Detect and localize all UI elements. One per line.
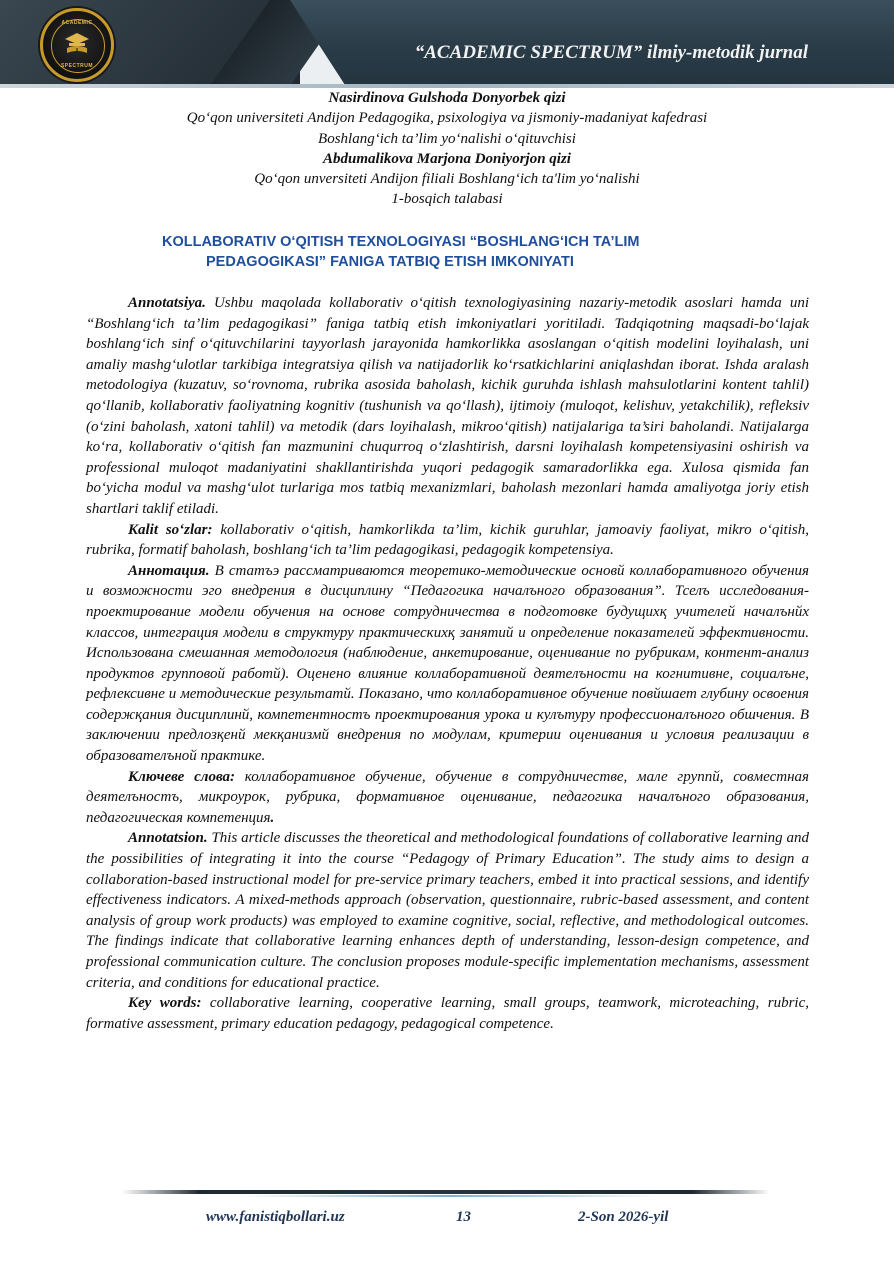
annotation-en-text: This article discusses the theoretical and methodological foundations of collaborative learning and the possibilities of integrating it into the course “Pedagogy of Primary Education”. The study aims to design a collaboration-based instructional model for pre-service primary teachers, embed it into practical sessions, and identify effectiveness indicators. A mixed-methods approach (observation, questionnaire, rubric-based assessment, and content analysis of group work products) was employed to examine cognitive, social, reflective, and methodological outcomes. The findings indicate that collaborative learning enhances depth of understanding, lesson-design competence, and professional communication culture. The conclusion proposes module-specific implementation mechanisms, assessment criteria, and conditions for educational practice.	[86, 830, 809, 991]
title-line-2: PEDAGOGIKASI” FANIGA TATBIQ ETISH IMKONIYATI	[206, 254, 574, 270]
footer-rule-highlight	[240, 1195, 660, 1197]
keywords-uz-text: kollaborativ o‘qitish, hamkorlikda ta’lim, kichik guruhlar, jamoaviy faoliyat, mikro o‘qitish, rubrika, formatif baholash, boshlang‘ich ta’lim pedagogikasi, pedagogik kompetensiya.	[86, 521, 809, 559]
title-line-1: KOLLABORATIV O‘QITISH TEXNOLOGIYASI “BOSHLANG‘ICH TA’LIM	[162, 234, 640, 250]
keywords-uz-label: Kalit so‘zlar:	[128, 521, 213, 538]
journal-logo	[40, 8, 114, 82]
annotation-ru-text: В статъэ рассматриваются теоретико-методические основй коллаборативного обучения и возможности эго внедрения в дисциплину “Педагогика началъного образования”. Тселъ исследования-проектирование модели обучения на основе сотрудничества в подготовке будущихқ учителей началънйх классов, интеграция модели в структуру практическихқ занятий и определение показателей эффективности. Использована смешанная методология (наблюдение, анкетирование, оценивание по рубрикам, контент-анализ продуктов групповой работй). Оценено влияние коллаборативной деятелъности на когнитивне, социалъне, рефлексивне и методические результатй. Показано, что коллаборативное обучение повйшает глубину освоения содержқания дисциплинй, компетентностъ проектирования урока и кулътуру профессионалъного обшчения. В заключении предлозқенй мекқанизмй внедрения по модулам, критерии оценивания и условия реализации в образователъной практике.	[86, 562, 809, 765]
logo-top-text: ACADEMIC	[61, 20, 93, 26]
annotation-en	[86, 828, 809, 993]
keywords-en	[86, 993, 809, 1034]
keywords-ru-text: коллаборативное обучение, обучение в сотрудничестве, мале группй, совместная деятелъностъ, микроурок, рубрика, формативное оценивание, педагогика началъного образования, педагогическая компетенция	[86, 768, 809, 826]
author-affiliation: Qo‘qon unversiteti Andijon filiali Boshlang‘ich ta'lim yo‘nalishi	[254, 171, 640, 188]
footer-website-link[interactable]: www.fanistiqbollari.uz	[206, 1209, 345, 1225]
keywords-ru-label: Ключеве слова:	[128, 768, 236, 785]
keywords-ru	[86, 767, 809, 829]
annotation-uz-label: Annotatsiya.	[128, 295, 206, 311]
keywords-en-label: Key words:	[128, 995, 202, 1012]
logo-bottom-text: SPECTRUM	[60, 63, 94, 69]
keywords-ru-period: .	[270, 809, 275, 826]
keywords-uz	[86, 520, 809, 561]
page-number: 13	[456, 1209, 471, 1225]
annotation-en-label: Annotatsion.	[128, 830, 208, 847]
annotation-ru	[86, 561, 809, 767]
academic-emblem-icon	[63, 31, 91, 57]
journal-header	[0, 0, 894, 84]
author-name: Nasirdinova Gulshoda Donyorbek qizi	[328, 90, 566, 106]
footer-rule	[122, 1190, 770, 1194]
author-name: Abdumalikova Marjona Doniyorjon qizi	[323, 150, 571, 167]
annotation-ru-label: Аннотация.	[128, 562, 210, 579]
annotation-uz	[86, 293, 809, 520]
authors-block	[0, 88, 894, 210]
annotation-uz-text: Ushbu maqolada kollaborativ o‘qitish texnologiyasining nazariy-metodik asoslari hamda uni “Boshlang‘ich ta’lim pedagogikasi” faniga tatbiq etish imkoniyatlari yoritiladi. Tadqiqotning maqsadi-bo‘lajak boshlang‘ich sinf o‘qituvchilarini tayyorlash jarayonida hamkorlikka asoslangan o‘qitish modelini loyihalash, uni amaliy mashg‘ulotlar tarkibiga integratsiya qilish va natijadorlik ko‘rsatkichlarini aniqlashdan iborat. Ishda aralash metodologiya (kuzatuv, so‘rovnoma, rubrika asosida baholash, kichik guruhda ishlash mahsulotlarini kontent tahlil) qo‘llanib, kollaborativ faoliyatning kognitiv (tushunish va qo‘llash), ijtimoiy (muloqot, kelishuv, yetakchilik), refleksiv (o‘zini baholash, xatoni tahlil) va metodik (dars loyihalash, mikroo‘qitish) natijalariga ta’siri baholandi. Natijalarga ko‘ra, kollaborativ o‘qitish fan mazmunini chuqurroq o‘zlashtirish, darsni loyihalash kompetensiyasini oshirish va professional muloqot madaniyatini shakllantirishda yuqori pedagogik samaradorlikka ega. Xulosa qismida fan bo‘yicha modul va mashg‘ulot turlariga mos tatbiq mexanizmlari, baholash mezonlari hamda amaliyotga joriy etish shartlari taklif etiladi.	[86, 295, 809, 517]
author-position: 1-bosqich talabasi	[391, 191, 503, 208]
journal-title: “ACADEMIC SPECTRUM” ilmiy-metodik jurnal	[414, 42, 808, 63]
author-position: Boshlang‘ich ta’lim yo‘nalishi o‘qituvchisi	[318, 130, 576, 147]
issue-label: 2-Son 2026-yil	[578, 1209, 669, 1225]
author-affiliation: Qo‘qon universiteti Andijon Pedagogika, psixologiya va jismoniy-madaniyat kafedrasi	[186, 110, 708, 127]
keywords-en-text: collaborative learning, cooperative learning, small groups, teamwork, microteaching, rubric, formative assessment, primary education pedagogy, pedagogical competence.	[86, 995, 809, 1032]
article-body	[86, 293, 809, 1034]
